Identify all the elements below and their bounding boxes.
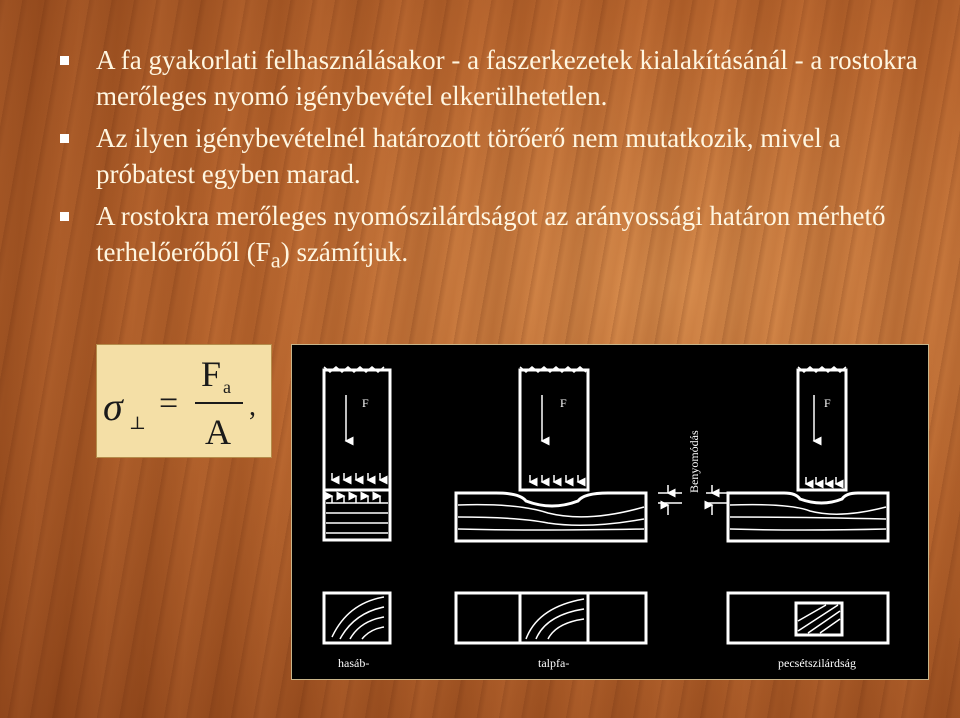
force-label: F	[824, 396, 831, 410]
fraction-line	[195, 402, 243, 404]
diagram-svg	[292, 345, 928, 679]
indentation-marker	[658, 430, 728, 515]
bullet-item	[60, 42, 930, 114]
bullet-item	[60, 120, 930, 192]
panel-hasab	[324, 367, 390, 670]
bullet-text: A fa gyakorlati felhasználásakor - a faszerkezetek kialakításánál - a rostokra merőleges nyomó igénybevétel elkerülhetetlen.	[96, 45, 918, 111]
bullet-item	[60, 198, 930, 278]
small-arrows-icon	[332, 473, 380, 503]
formula-numerator-sub: a	[223, 377, 231, 397]
growth-rings	[332, 597, 384, 639]
press-column	[324, 370, 390, 490]
bullet-list	[60, 42, 930, 284]
hatch-lines	[798, 605, 840, 633]
press-column	[520, 370, 588, 490]
caption-pecset: pecsétszilárdság	[778, 656, 856, 670]
bullet-text-before: A rostokra merőleges nyomószilárdságot az arányossági határon mérhető terhelőerőből (F	[96, 201, 886, 267]
press-column	[798, 370, 846, 490]
force-label: F	[560, 396, 567, 410]
formula-denominator: A	[205, 412, 231, 452]
wood-grain	[326, 503, 388, 533]
side-label: Benyomódás	[687, 430, 701, 493]
small-arrows-icon	[806, 477, 836, 484]
formula-comma: ,	[249, 391, 256, 422]
formula-sigma: σ	[103, 384, 123, 429]
formula-equals: =	[159, 385, 179, 422]
small-arrows-icon	[530, 475, 578, 482]
formula-numerator: F	[201, 354, 222, 394]
square-bullet-icon	[60, 134, 69, 143]
bullet-text-after: ) számítjuk.	[280, 237, 409, 267]
wood-grain	[730, 505, 886, 530]
bullet-text: Az ilyen igénybevételnél határozott törőerő nem mutatkozik, mivel a próbatest egyben marad.	[96, 123, 841, 189]
panel-talpfa	[456, 367, 646, 670]
square-bullet-icon	[60, 56, 69, 65]
formula-perp: ⊥	[129, 413, 146, 433]
wood-grain	[458, 505, 644, 530]
compression-diagram	[291, 344, 929, 680]
bullet-text-sub: a	[270, 247, 281, 273]
square-bullet-icon	[60, 212, 69, 221]
caption-hasab: hasáb-	[338, 656, 370, 670]
growth-rings	[526, 599, 584, 639]
caption-talpfa: talpfa-	[538, 656, 570, 670]
force-label: F	[362, 396, 369, 410]
panel-pecset	[728, 367, 888, 670]
formula-box	[96, 344, 272, 458]
